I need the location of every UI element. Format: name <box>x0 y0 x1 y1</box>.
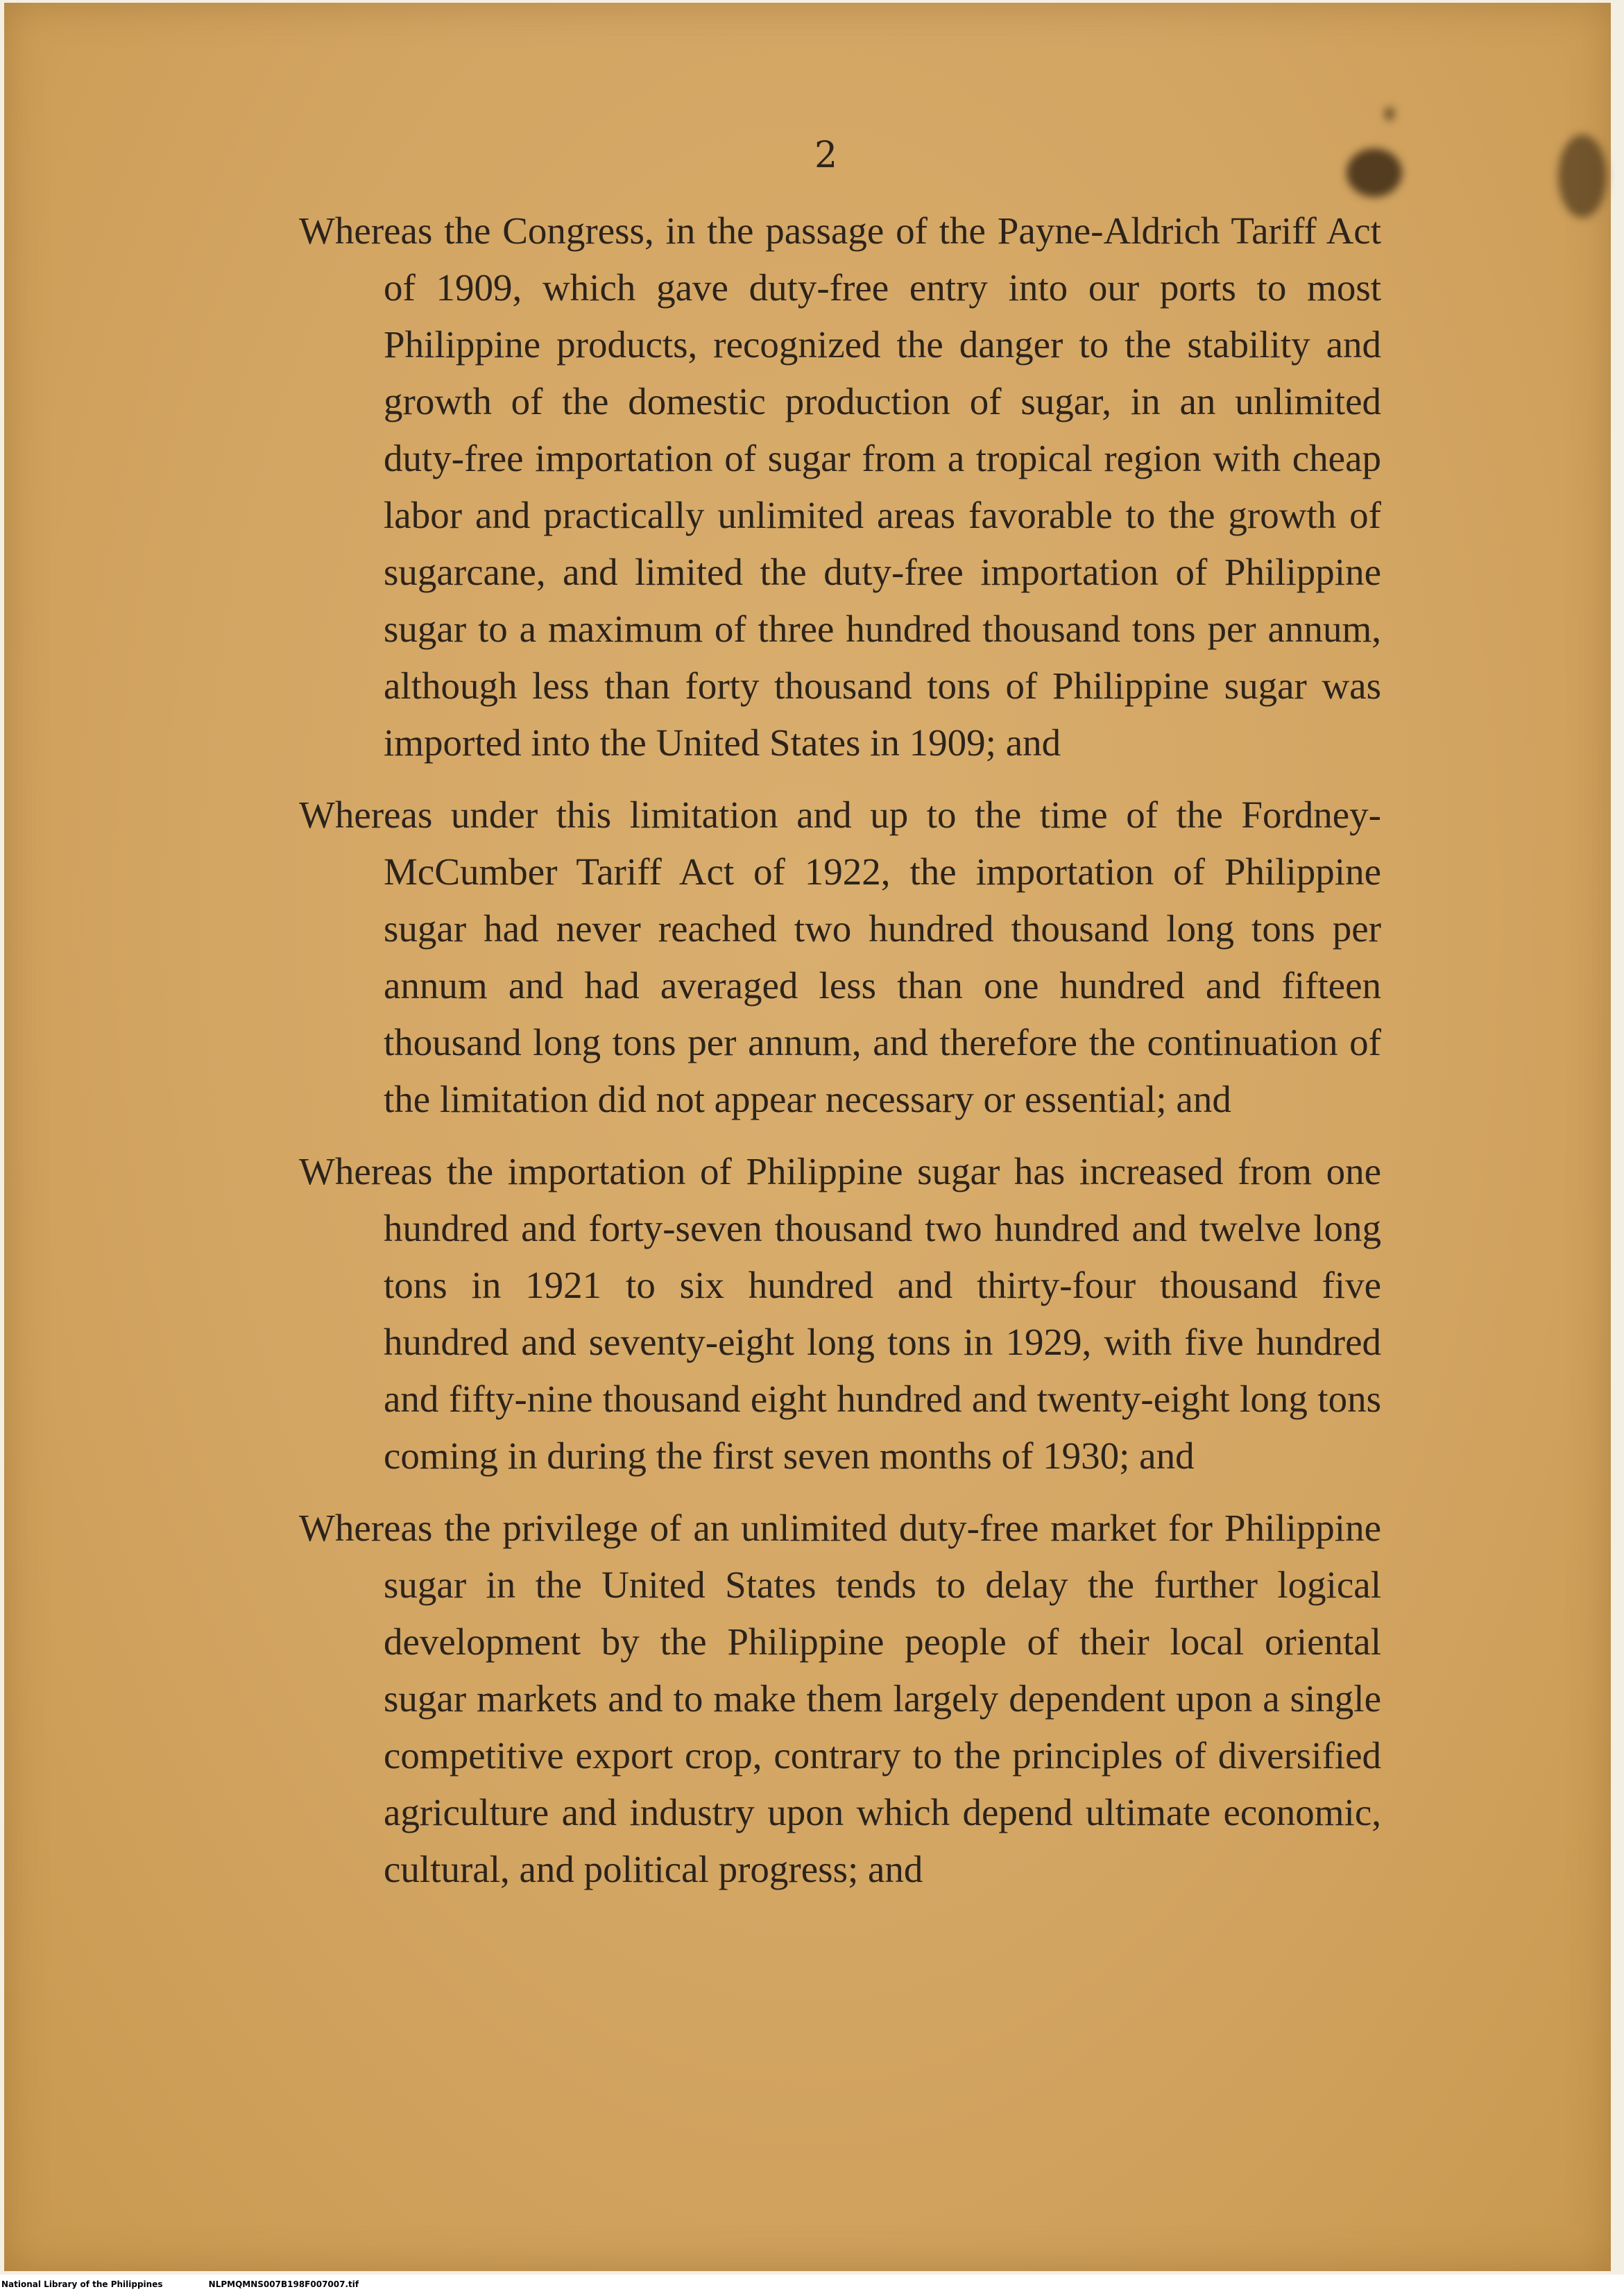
footer-file-id: NLPMQMNS007B198F007007.tif <box>208 2279 359 2289</box>
ink-stain <box>1385 107 1394 121</box>
whereas-clause: Whereas under this limitation and up to the time of the Fordney-McCumber Tariff Act of 1922, the importation of Philippine sugar had never reached two hundred thousand long tons per annum and had averaged less than one hundred and fifteen thousand long tons per annum, and therefore the continuation of the limitation did not appear necessary or essential; and <box>299 794 1381 1120</box>
page-number: 2 <box>814 135 838 176</box>
whereas-clause: Whereas the importation of Philippine sugar has increased from one hundred and forty-seven thousand two hundred and twelve long tons in 1921 to six hundred and thirty-four thousand five hundred and seventy-eight long tons in 1929, with five hundred and fifty-nine thousand eight hundred and twenty-eight long tons coming in during the first seven months of 1930; and <box>299 1150 1381 1477</box>
ink-stain <box>1347 148 1402 197</box>
document-page <box>4 3 1611 2271</box>
whereas-clause: Whereas the privilege of an unlimited duty-free market for Philippine sugar in the United States tends to delay the further logical development by the Philippine people of their local oriental sugar markets and to make them largely dependent upon a single competitive export crop, contrary to the principles of diversified agriculture and industry upon which depend ultimate economic, cultural, and political progress; and <box>299 1507 1381 1890</box>
ink-stain <box>1558 135 1607 218</box>
footer-institution: National Library of the Philippines <box>1 2279 163 2289</box>
scan-footer <box>0 2275 1624 2294</box>
whereas-clause: Whereas the Congress, in the passage of the Payne-Aldrich Tariff Act of 1909, which gave duty-free entry into our ports to most Philippine products, recognized the danger to the stability and growth of the domestic production of sugar, in an unlimited duty-free importation of sugar from a tropical region with cheap labor and practically unlimited areas favorable to the growth of sugarcane, and limited the duty-free importation of Philippine sugar to a maximum of three hundred thousand tons per annum, although less than forty thousand tons of Philippine sugar was imported into the United States in 1909; and <box>299 209 1381 764</box>
document-body <box>299 203 1381 1913</box>
